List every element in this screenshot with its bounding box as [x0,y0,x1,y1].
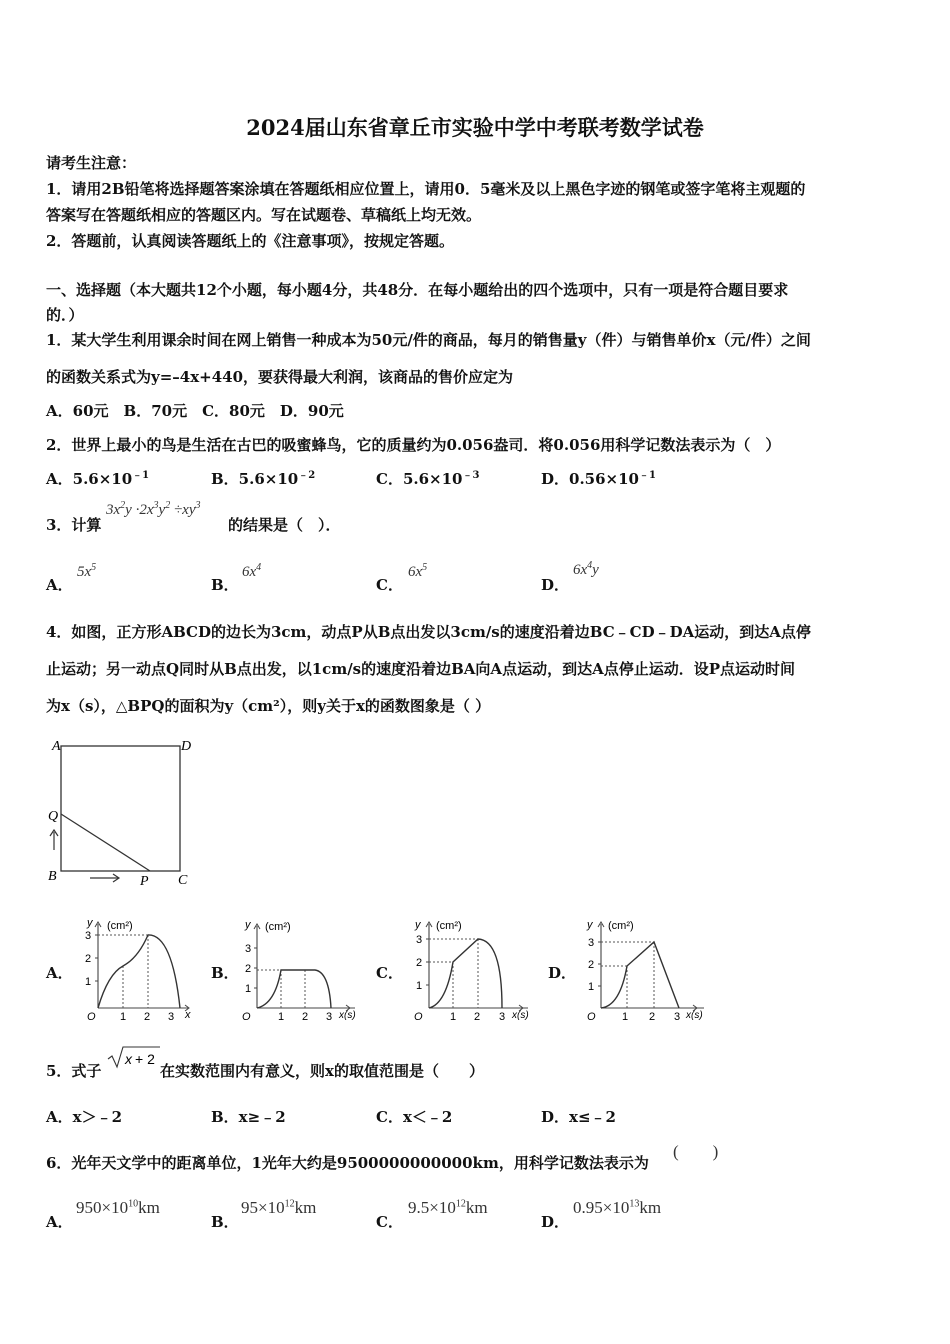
svg-text:O: O [242,1011,251,1022]
section-heading-1: 一、选择题（本大题共12个小题，每小题4分，共48分．在每小题给出的四个选项中，只有一项是符合题目要求 [46,281,789,299]
svg-text:3: 3 [416,934,423,946]
svg-text:(cm²): (cm²) [436,920,462,932]
q3-label-c: C． [376,576,403,594]
q2-text: 2．世界上最小的鸟是生活在古巴的吸蜜蜂鸟，它的质量约为0.056盎司．将0.056用科学记数法表示为（ ） [46,436,781,454]
q4-label-b: B． [211,964,239,982]
q4-graph-d [576,912,721,1022]
q3-option-a-expr: $5x^5$ [77,562,97,580]
q4-label-d: D． [548,964,577,982]
q6-label-a: A． [46,1213,73,1231]
q5-radical [106,1044,162,1070]
q6-text: 6．光年天文学中的距离单位，1光年大约是9500000000000km，用科学记数法表示为 [46,1154,649,1172]
q6-option-c-expr: $9.5\times 10^{12}km$ [408,1198,488,1217]
q4-label-a: A． [46,964,73,982]
q5-option-c: C．x＜﹣2 [376,1108,453,1126]
svg-text:x: x [125,1051,132,1067]
svg-text:1: 1 [85,976,92,988]
svg-text:2: 2 [649,1011,656,1022]
segment-qp [61,814,150,871]
q6-label-b: B． [211,1213,239,1231]
q5-option-d: D．x≤﹣2 [541,1108,616,1126]
q4-line-3: 为x（s），△BPQ的面积为y（cm²），则y关于x的函数图象是（ ） [46,697,491,715]
svg-text:+ 2: + 2 [135,1051,155,1067]
svg-text:(cm²): (cm²) [265,921,291,933]
svg-text:y: y [87,917,93,929]
point-p: P [140,874,149,889]
svg-text:2: 2 [416,957,423,969]
q4-graph-a [70,912,200,1022]
svg-text:2: 2 [588,959,595,971]
page-title: 2024届山东省章丘市实验中学中考联考数学试卷 [246,115,704,140]
vertex-b: B [48,869,57,884]
q5-prefix: 5．式子 [46,1062,102,1080]
svg-text:1: 1 [120,1011,127,1022]
graph-c-curve [429,939,502,1008]
q3-option-c-expr: $6x^5$ [408,562,428,580]
svg-text:x(s): x(s) [686,1010,703,1021]
q6-label-d: D． [541,1213,570,1231]
section-heading-2: 的．） [46,306,84,324]
q4-line-2: 止运动；另一动点Q同时从B点出发，以1cm/s的速度沿着边BA向A点运动，到达A点停止运动．设P点运动时间 [46,660,795,678]
q2-option-b: B．$5.6\times 10^{﹣2}$ [211,470,316,488]
svg-text:O: O [414,1011,423,1022]
svg-text:x(s): x(s) [512,1010,529,1021]
svg-text:1: 1 [245,983,252,995]
q3-option-b-expr: $6x^4$ [242,562,262,580]
svg-text:1: 1 [278,1011,285,1022]
svg-text:x: x [185,1009,191,1021]
svg-text:(cm²): (cm²) [608,920,634,932]
q1-options: A．60元 B．70元 C．80元 D．90元 [46,402,344,420]
svg-text:x(s): x(s) [339,1010,356,1021]
graph-d-curve [601,942,679,1008]
vertex-d: D [181,739,192,754]
notice-heading: 请考生注意： [46,154,137,172]
notice-line-2: 2．答题前，认真阅读答题纸上的《注意事项》，按规定答题。 [46,232,454,250]
q6-option-d-expr: $0.95\times 10^{13}km$ [573,1198,662,1217]
svg-text:y: y [587,919,593,931]
square-figure [40,732,210,892]
svg-text:3: 3 [588,937,595,949]
svg-text:3: 3 [168,1011,175,1022]
svg-text:1: 1 [450,1011,457,1022]
svg-text:y: y [245,919,251,931]
q3-label-a: A． [46,576,73,594]
vertex-a: A [52,739,61,754]
point-q: Q [48,809,59,824]
svg-text:O: O [87,1011,96,1022]
q3-suffix: 的结果是（ ）． [228,516,341,534]
q4-line-1: 4．如图，正方形ABCD的边长为3cm，动点P从B点出发以3cm/s的速度沿着边BC﹣CD﹣DA运动，到达A点停 [46,623,811,641]
q5-option-a: A．x＞﹣2 [46,1108,123,1126]
q1-line-2: 的函数关系式为y=–4x+440，要获得最大利润，该商品的售价应定为 [46,368,514,386]
svg-text:1: 1 [588,981,595,993]
svg-text:2: 2 [474,1011,481,1022]
q2-option-c: C．$5.6\times 10^{﹣3}$ [376,470,480,488]
q4-graph-b [233,912,368,1022]
vertex-c: C [178,873,188,888]
q5-suffix: 在实数范围内有意义，则x的取值范围是（ ） [160,1062,484,1080]
svg-text:2: 2 [302,1011,309,1022]
q6-option-a-expr: $950\times 10^{10}km$ [76,1198,160,1217]
svg-text:3: 3 [85,930,92,942]
svg-text:2: 2 [144,1011,151,1022]
q3-label-b: B． [211,576,239,594]
notice-line-1b: 答案写在答题纸相应的答题区内。写在试题卷、草稿纸上均无效。 [46,206,482,224]
q5-option-b: B．x≥﹣2 [211,1108,286,1126]
q6-paren: ( ) [673,1142,719,1161]
svg-text:2: 2 [85,953,92,965]
q2-option-d: D．$0.56\times 10^{﹣1}$ [541,470,656,488]
graph-a-curve [98,935,180,1008]
svg-text:3: 3 [245,943,252,955]
q1-line-1: 1．某大学生利用课余时间在网上销售一种成本为50元/件的商品，每月的销售量y（件）与销售单价x（元/件）之间 [46,331,811,349]
q4-label-c: C． [376,964,403,982]
q6-label-c: C． [376,1213,403,1231]
q3-expression: $3x^2y \cdot 2x^3y^2 \div xy^3$ [106,500,201,518]
q2-option-a: A．$5.6\times 10^{﹣1}$ [46,470,150,488]
svg-text:2: 2 [245,963,252,975]
svg-text:(cm²): (cm²) [107,920,133,932]
q3-option-d-expr: $6x^4y$ [573,560,599,578]
graph-b-curve [257,970,331,1008]
svg-text:3: 3 [674,1011,681,1022]
q3-label-d: D． [541,576,570,594]
svg-text:3: 3 [326,1011,333,1022]
svg-text:3: 3 [499,1011,506,1022]
q3-prefix: 3．计算 [46,516,102,534]
svg-text:1: 1 [416,980,423,992]
svg-text:O: O [587,1011,596,1022]
svg-text:y: y [415,919,421,931]
svg-text:1: 1 [622,1011,629,1022]
notice-line-1a: 1．请用2B铅笔将选择题答案涂填在答题纸相应位置上，请用0．5毫米及以上黑色字迹的钢笔或签字笔将主观题的 [46,180,806,198]
q6-option-b-expr: $95\times 10^{12}km$ [241,1198,317,1217]
q4-graph-c [402,912,542,1022]
